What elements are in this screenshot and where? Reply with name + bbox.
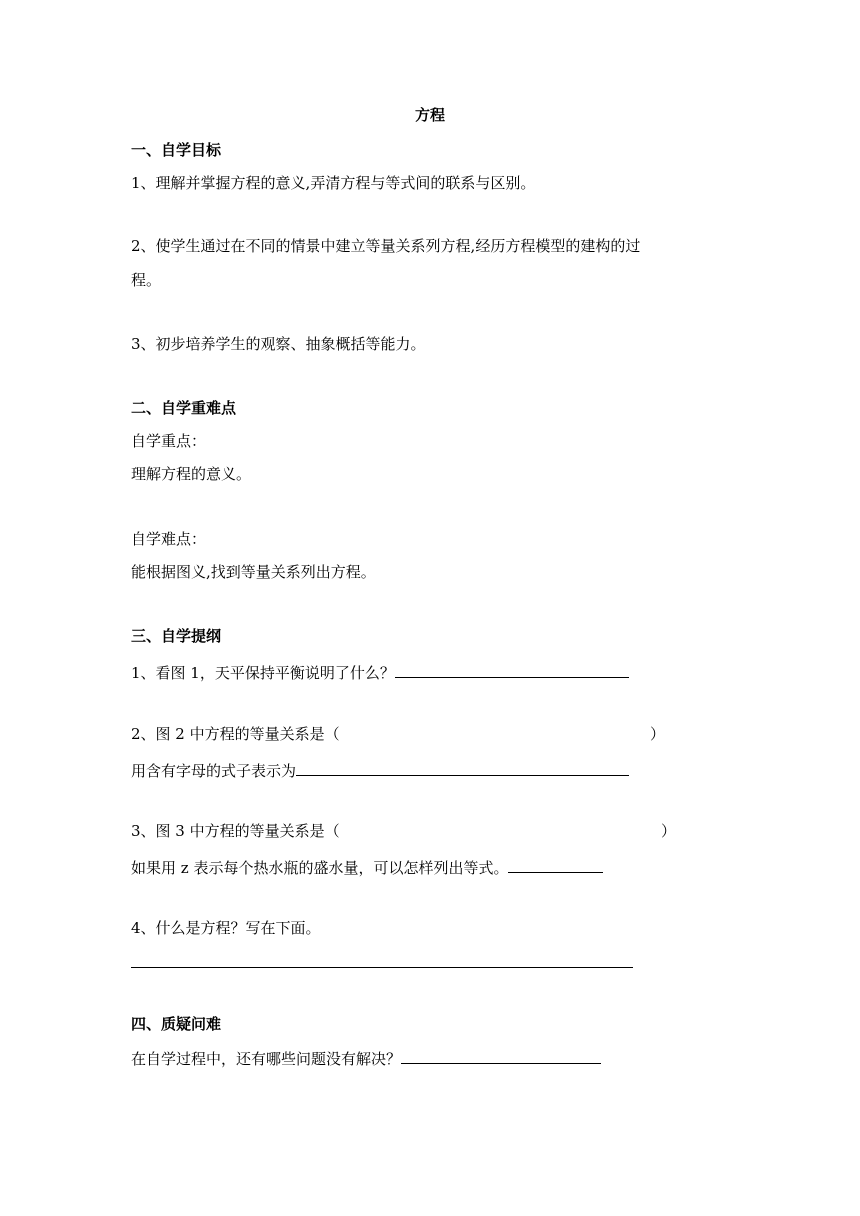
- section-heading-goals: 一、自学目标: [131, 141, 222, 159]
- outline-question-2-line-2: [131, 758, 629, 781]
- answer-blank-5[interactable]: [401, 1046, 601, 1064]
- goal-item-1: 1、理解并掌握方程的意义,弄清方程与等式间的联系与区别。: [131, 174, 536, 192]
- answer-blank-2[interactable]: [296, 758, 629, 776]
- outline-question-3-line-2: [131, 855, 603, 878]
- goal-item-2-line-2: 程。: [131, 271, 162, 289]
- section-heading-outline: 三、自学提纲: [131, 627, 222, 645]
- outline-question-1: [131, 660, 629, 683]
- outline-question-2-prefix: 2、图 2 中方程的等量关系是（: [131, 725, 340, 743]
- outline-question-3-prefix: 3、图 3 中方程的等量关系是（: [131, 822, 340, 840]
- difficult-point-label: 自学难点：: [131, 530, 207, 548]
- key-point-label: 自学重点：: [131, 432, 207, 450]
- question-2-formula-text: 用含有字母的式子表示为: [131, 762, 297, 780]
- answer-blank-1[interactable]: [395, 660, 629, 678]
- outline-question-2-suffix: ）: [650, 725, 666, 743]
- goal-item-2-line-1: 2、使学生通过在不同的情景中建立等量关系列方程,经历方程模型的建构的过: [131, 237, 641, 255]
- outline-question-3-suffix: ）: [661, 822, 677, 840]
- outline-question-4: 4、什么是方程？写在下面。: [131, 919, 321, 937]
- page-title: 方程: [414, 106, 445, 124]
- questions-prompt-text: 在自学过程中，还有哪些问题没有解决？: [131, 1050, 402, 1068]
- questions-prompt: [131, 1046, 601, 1069]
- question-1-text: 1、看图 1，天平保持平衡说明了什么？: [131, 664, 395, 682]
- difficult-point-text: 能根据图义,找到等量关系列出方程。: [131, 563, 376, 581]
- question-3-equation-text: 如果用 z 表示每个热水瓶的盛水量，可以怎样列出等式。: [131, 859, 509, 877]
- answer-line-4[interactable]: [131, 967, 633, 968]
- answer-blank-3[interactable]: [508, 855, 603, 873]
- key-point-text: 理解方程的意义。: [131, 465, 252, 483]
- section-heading-key-points: 二、自学重难点: [131, 399, 237, 417]
- section-heading-questions: 四、质疑问难: [131, 1015, 222, 1033]
- goal-item-3: 3、初步培养学生的观察、抽象概括等能力。: [131, 335, 426, 353]
